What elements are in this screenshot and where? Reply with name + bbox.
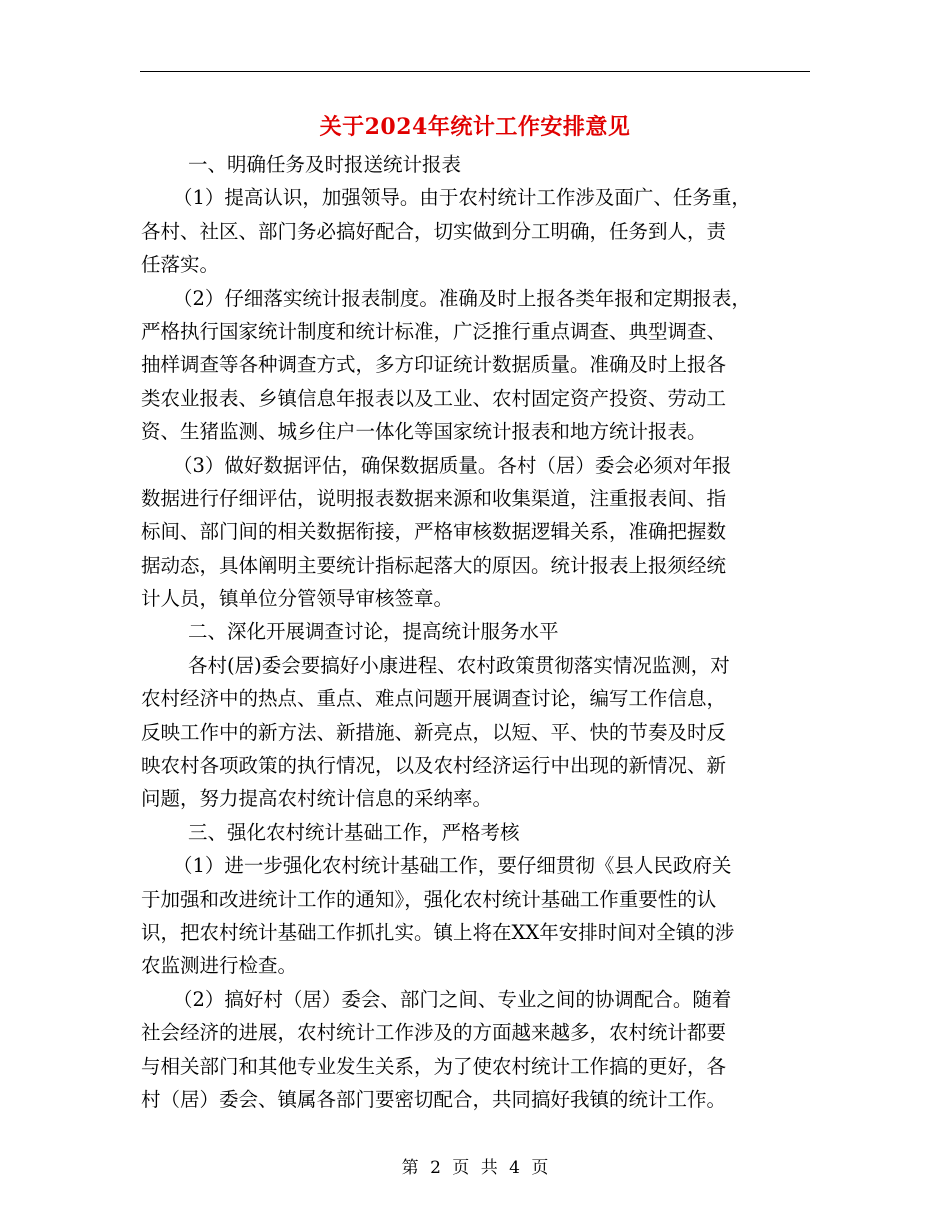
text-line: 反映工作中的新方法、新措施、新亮点，以短、平、快的节奏及时反: [141, 720, 727, 744]
text-line: 与相关部门和其他专业发生关系，为了使农村统计工作搞的更好，各: [141, 1054, 727, 1078]
text-line: 二、深化开展调查讨论，提高统计服务水平: [188, 620, 559, 644]
text-line: 标间、部门间的相关数据衔接，严格审核数据逻辑关系，准确把握数: [141, 520, 727, 544]
text-line: 问题，努力提高农村统计信息的采纳率。: [141, 787, 493, 811]
text-line: （3）做好数据评估，确保数据质量。各村（居）委会必须对年报: [173, 453, 732, 477]
text-line: 计人员，镇单位分管领导审核签章。: [141, 587, 454, 611]
page-footer: 第 2 页 共 4 页: [401, 1158, 549, 1178]
header-rule: [140, 71, 810, 72]
text-line: （1）进一步强化农村统计基础工作，要仔细贯彻《县人民政府关: [173, 854, 732, 878]
text-line: 数据进行仔细评估，说明报表数据来源和收集渠道，注重报表间、指: [141, 486, 727, 510]
text-line: 任落实。: [141, 253, 220, 277]
text-line: 农监测进行检查。: [141, 954, 298, 978]
document-body: [141, 148, 813, 1116]
text-line: 各村(居)委会要搞好小康进程、农村政策贯彻落实情况监测，对: [188, 653, 730, 677]
text-line: 严格执行国家统计制度和统计标准，广泛推行重点调查、典型调查、: [141, 319, 727, 343]
text-line: 识，把农村统计基础工作抓扎实。镇上将在XX年安排时间对全镇的涉: [141, 920, 735, 944]
text-line: 村（居）委会、镇属各部门要密切配合，共同搞好我镇的统计工作。: [141, 1087, 727, 1111]
text-line: 资、生猪监测、城乡住户一体化等国家统计报表和地方统计报表。: [141, 420, 707, 444]
text-line: 三、强化农村统计基础工作，严格考核: [188, 820, 520, 844]
text-line: 各村、社区、部门务必搞好配合，切实做到分工明确，任务到人，责: [141, 219, 727, 243]
text-line: 映农村各项政策的执行情况，以及农村经济运行中出现的新情况、新: [141, 754, 727, 778]
text-line: （2）搞好村（居）委会、部门之间、专业之间的协调配合。随着: [173, 987, 732, 1011]
text-line: 据动态，具体阐明主要统计指标起落大的原因。统计报表上报须经统: [141, 553, 727, 577]
text-line: （2）仔细落实统计报表制度。准确及时上报各类年报和定期报表，: [173, 286, 751, 310]
text-line: 于加强和改进统计工作的通知》，强化农村统计基础工作重要性的认: [141, 887, 717, 911]
text-line: 一、明确任务及时报送统计报表: [188, 153, 462, 176]
text-line: （1）提高认识，加强领导。由于农村统计工作涉及面广、任务重，: [173, 186, 751, 210]
text-line: 类农业报表、乡镇信息年报表以及工业、农村固定资产投资、劳动工: [141, 386, 727, 410]
document-title: 关于2024年统计工作安排意见: [319, 114, 631, 140]
text-line: 农村经济中的热点、重点、难点问题开展调查讨论，编写工作信息，: [141, 687, 727, 711]
text-line: 抽样调查等各种调查方式，多方印证统计数据质量。准确及时上报各: [141, 353, 727, 377]
text-line: 社会经济的进展，农村统计工作涉及的方面越来越多，农村统计都要: [141, 1021, 727, 1045]
